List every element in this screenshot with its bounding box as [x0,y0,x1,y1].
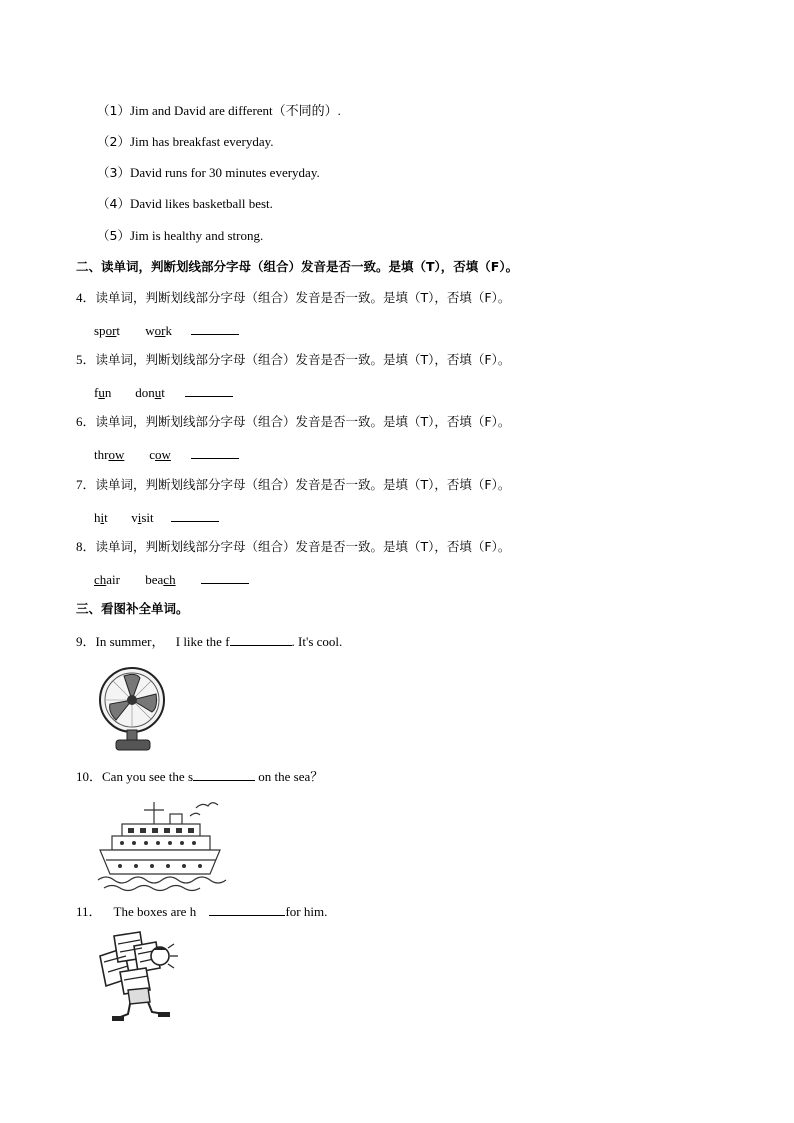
word-chair: chair [94,572,120,587]
statement-4: （4）David likes basketball best. [97,196,273,211]
statement-5: （5）Jim is healthy and strong. [97,228,264,243]
question-8-words [94,571,249,588]
word-work: work [145,323,172,338]
answer-blank-11[interactable] [209,903,285,916]
question-6: 6．读单词，判断划线部分字母（组合）发音是否一致。是填（T），否填（F）。 [76,414,511,429]
question-6-words [94,446,239,463]
answer-blank-10[interactable] [193,768,255,781]
word-throw: throw [94,447,125,462]
ship-icon [96,794,228,892]
word-beach: beach [145,572,176,587]
question-5: 5．读单词，判断划线部分字母（组合）发音是否一致。是填（T），否填（F）。 [76,352,511,367]
statement-1: （1）Jim and David are different（不同的）. [97,103,341,118]
question-11: 11． The boxes are h for him. [76,904,328,919]
question-5-words [94,384,233,401]
answer-blank-4[interactable] [191,322,239,335]
ship-picture [96,794,228,892]
answer-blank-9[interactable] [230,633,292,646]
fan-icon [98,664,170,754]
word-sport: sport [94,323,121,338]
question-10: 10．Can you see the s on the sea？ [76,769,324,784]
word-hit: hit [94,510,108,525]
word-fun: fun [94,385,112,400]
statement-2: （2）Jim has breakfast everyday. [97,134,274,149]
question-4-words [94,322,239,339]
question-4: 4．读单词，判断划线部分字母（组合）发音是否一致。是填（T），否填（F）。 [76,290,511,305]
answer-blank-5[interactable] [185,384,233,397]
word-donut: donut [135,385,165,400]
section-heading-3: 三、看图补全单词。 [76,601,189,616]
question-7-words [94,509,219,526]
answer-blank-7[interactable] [171,509,219,522]
boy-carrying-boxes-picture [94,928,180,1024]
word-cow: cow [149,447,171,462]
statement-3: （3）David runs for 30 minutes everyday. [97,165,320,180]
question-8: 8．读单词，判断划线部分字母（组合）发音是否一致。是填（T），否填（F）。 [76,539,511,554]
answer-blank-6[interactable] [191,446,239,459]
boy-boxes-icon [94,928,180,1024]
question-9: 9．In summer， I like the f . It's cool. [76,634,343,649]
question-7: 7．读单词，判断划线部分字母（组合）发音是否一致。是填（T），否填（F）。 [76,477,511,492]
word-visit: visit [131,510,154,525]
answer-blank-8[interactable] [201,571,249,584]
fan-picture [98,664,170,754]
section-heading-2: 二、读单词，判断划线部分字母（组合）发音是否一致。是填（T），否填（F）。 [76,259,519,274]
